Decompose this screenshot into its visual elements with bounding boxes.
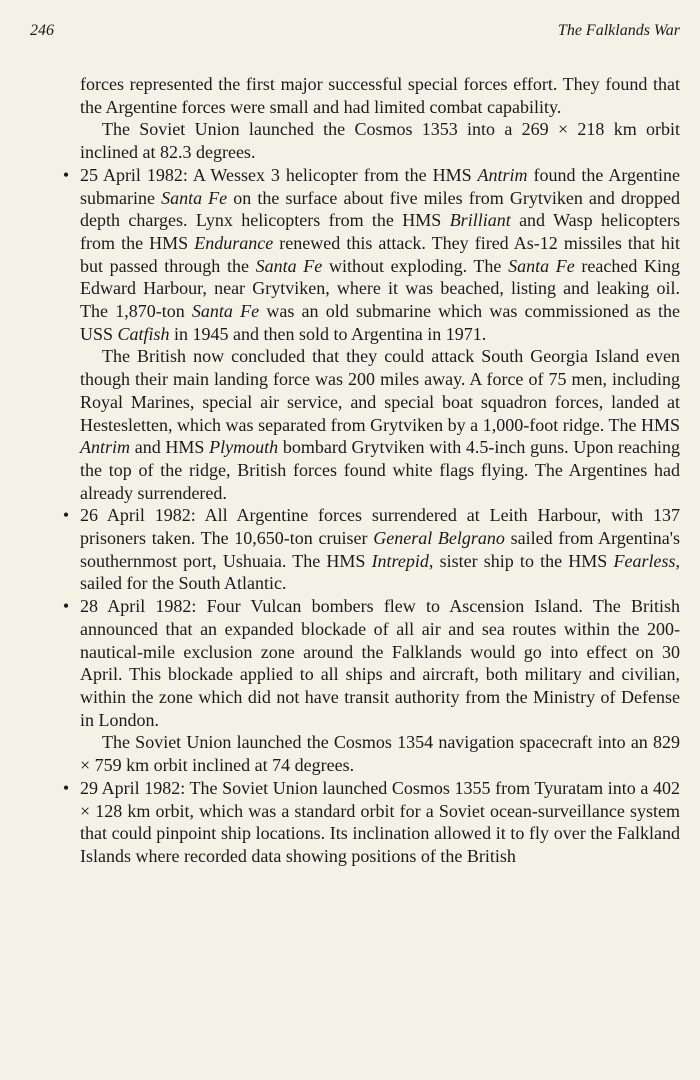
italic-name: Intrepid [371, 550, 429, 571]
bullet-marker: • [62, 596, 70, 617]
text-run: The Soviet Union launched the Cosmos 1353 into a 269 × 218 km orbit inclined at 82.3 degrees. [80, 119, 680, 163]
italic-name: Brilliant [449, 210, 511, 231]
text-run: 28 April 1982: Four Vulcan bombers flew to Ascension Island. The British announced that an expanded blockade of all air and sea routes within the 200-nautical-mile exclusion zone around the Falklands would go into effect on 30 April. This blockade applied to all ships and aircraft, both military and civilian, within the zone which did not have transit authority from the Ministry of Defense in London. [80, 596, 680, 730]
paragraph [60, 73, 680, 118]
text-run: and Wasp helicopters from the HMS [80, 210, 680, 253]
paragraph [60, 731, 680, 776]
running-title: The Falklands War [557, 22, 680, 39]
running-head [30, 22, 680, 46]
italic-name: Endurance [194, 232, 274, 253]
text-run: reached King Edward Harbour, near Grytviken, where it was beached, listing and leaking oil. The 1,870-ton [80, 255, 681, 322]
bullet-marker: • [62, 505, 70, 526]
paragraph [60, 345, 680, 504]
text-run: in 1945 and then sold to Argentina in 1971. [169, 323, 487, 344]
italic-name: Santa Fe [508, 255, 575, 276]
italic-name: Antrim [80, 437, 131, 458]
text-run: bombard Grytviken with 4.5-inch guns. Upon reaching the top of the ridge, British forces found white flags flying. The Argentines had already surrendered. [80, 437, 680, 503]
text-run: sailed from Argentina's southernmost port, Ushuaia. The HMS [80, 528, 680, 571]
text-run: 26 April 1982: All Argentine forces surrendered at Leith Harbour, with 137 prisoners taken. The 10,650-ton cruiser [80, 505, 680, 549]
italic-name: Antrim [477, 164, 528, 185]
text-run: found the Argentine submarine [80, 164, 681, 208]
bullet-item [60, 777, 680, 868]
text-run: 25 April 1982: A Wessex 3 helicopter from the HMS [80, 164, 478, 185]
text-run: The Soviet Union launched the Cosmos 1354 navigation spacecraft into an 829 × 759 km orbit inclined at 74 degrees. [80, 732, 680, 776]
italic-name: General Belgrano [373, 528, 505, 549]
paragraph [60, 118, 680, 163]
text-run: , sailed for the South Atlantic. [80, 550, 680, 594]
italic-name: Plymouth [209, 437, 279, 458]
text-run: 29 April 1982: The Soviet Union launched Cosmos 1355 from Tyuratam into a 402 × 128 km orbit, which was a standard orbit for a Soviet ocean-surveillance system that could pinpoint ship locations. Its inclination allowed it to fly over the Falkland Islands where recorded data showing positions of the British [80, 777, 680, 866]
bullet-item [60, 595, 680, 731]
bullet-marker: • [62, 164, 70, 185]
text-run: renewed this attack. They fired As-12 missiles that hit but passed through the [80, 232, 680, 276]
italic-name: Catfish [117, 323, 170, 344]
text-run: , sister ship to the HMS [428, 550, 614, 571]
text-run: The British now concluded that they could attack South Georgia Island even though their main landing force was 200 miles away. A force of 75 men, including Royal Marines, special air service, and special boat squadron forces, landed at Hestesletten, which was separated from Grytviken by a 1,000-foot ridge. The HMS [80, 346, 680, 435]
text-run: without exploding. The [322, 255, 509, 276]
italic-name: Santa Fe [255, 255, 323, 276]
bullet-marker: • [62, 777, 70, 798]
bullet-item [60, 164, 680, 346]
text-run: and HMS [130, 437, 210, 458]
page-number: 246 [30, 22, 54, 39]
bullet-item [60, 504, 680, 595]
italic-name: Santa Fe [191, 301, 260, 322]
text-run: forces represented the first major successful special forces effort. They found that the Argentine forces were small and had limited combat capability. [80, 74, 680, 117]
text-run: was an old submarine which was commissioned as the USS [80, 301, 680, 344]
text-run: on the surface about five miles from Grytviken and dropped depth charges. Lynx helicopters from the HMS [80, 187, 680, 231]
italic-name: Santa Fe [161, 187, 228, 208]
body-text [60, 73, 680, 868]
italic-name: Fearless [613, 550, 676, 571]
